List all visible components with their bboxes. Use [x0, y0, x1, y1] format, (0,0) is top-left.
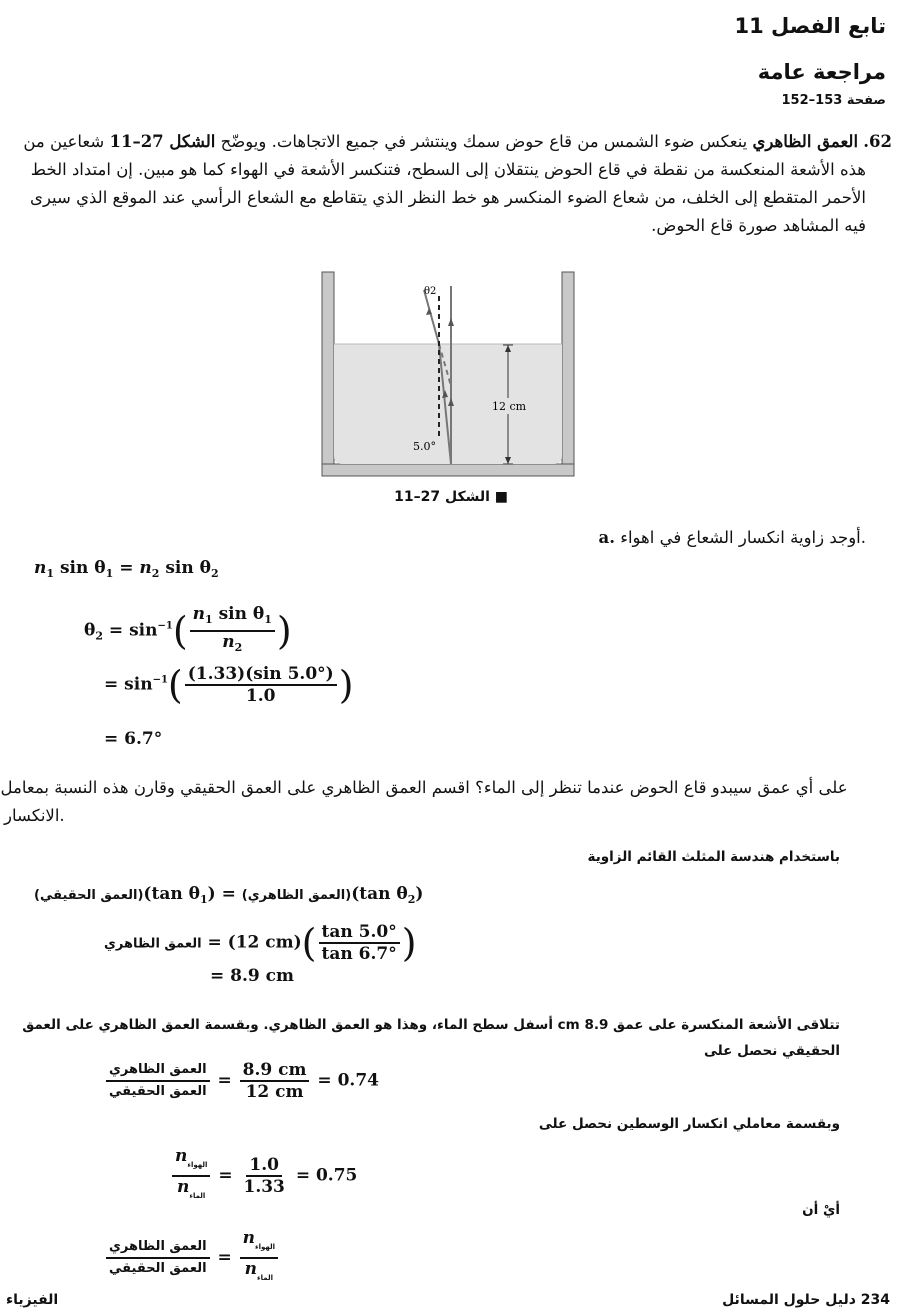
- index-ratio-text: وبقسمة معاملي انكسار الوسطين نحصل على: [538, 1116, 840, 1132]
- theta2-formula: $\theta_2 = \sin^{-1}$( $\frac{n_1 \sin \theta_1}{n_2}$ ): [84, 604, 292, 654]
- problem-number: 62.: [863, 132, 892, 151]
- problem-text-2: شعاعين من هذه الأشعة المنعكسة من نقطة في قاع الحوض ينتقلان إلى السطح، فتنكسر الأشعة في الهواء كما هو مبين. إن امتداد الخط الأحمر المتقطع إلى الخلف، من شعاع الضوء المنكسر هو خط النظر الذي يتقاطع مع الشعاع الرأسي عند الموقع الذي سيرى فيه المشاهد صورة قاع الحوض.: [23, 132, 866, 235]
- final-equivalence: $\frac{\text{العمق الظاهري}}{\text{العمق الحقيقي}}$ = $\frac{n_{الهواء}}{n_{الماء}}$: [104, 1228, 280, 1288]
- theta2-calc: = $\sin^{-1}$( $\frac{(1.33)(\sin 5.0^\circ)}{1.0}$ ): [104, 663, 354, 707]
- problem-62-text: [4, 128, 892, 240]
- conclusion-text: تتلاقى الأشعة المنكسرة على عمق 8.9 cm أسفل سطح الماء، وهذا هو العمق الظاهري. وبقسمة العمق الظاهري على العمق الحقيقي نحصل على: [22, 1017, 840, 1059]
- problem-text-1: ينعكس ضوء الشمس من قاع حوض سمك وينتشر في جميع الاتجاهات. ويوضّح: [215, 132, 753, 151]
- theta2-result: = 6.7°: [104, 729, 163, 749]
- part-a-question: [599, 524, 867, 552]
- theta2-label: θ2: [424, 286, 437, 297]
- figure-caption: ■ الشكل 27–11: [394, 489, 508, 505]
- apparent-depth-formula: العمق الظاهري = (12 cm)( $\frac{\tan 5.0^\circ}{\tan 6.7^\circ}$ ): [104, 921, 417, 965]
- problem-title: العمق الظاهري: [752, 132, 859, 151]
- part-a-text: أوجد زاوية انكسار الشعاع في اهواء.: [620, 528, 866, 547]
- page-reference: صفحة 153–152: [781, 93, 886, 108]
- figure-reference: الشكل 27–11: [109, 132, 216, 151]
- tan-relation: (العمق الحقيقي)(tan $\theta_1$) = (العمق الظاهري)(tan $\theta_2$): [34, 884, 424, 906]
- depth-ratio: $\frac{\text{العمق الظاهري}}{\text{العمق الحقيقي}}$ = $\frac{8.9 cm}{12 cm}$ = 0.74: [104, 1060, 379, 1102]
- depth-label: 12 cm: [492, 400, 527, 413]
- footer-page: 234 دليل حلول المسائل: [722, 1292, 890, 1308]
- snell-law: $n_1$ $\sin \theta_1 = n_2$ $\sin \theta_2$: [34, 558, 219, 580]
- part-b-question: [0, 774, 866, 830]
- apparent-depth-result: = 8.9 cm: [210, 966, 294, 986]
- footer-subject: الفيزياء: [6, 1292, 59, 1308]
- refracted-ray-air: [424, 290, 439, 344]
- section-title: مراجعة عامة: [757, 60, 886, 84]
- fish-tank-figure: [318, 268, 582, 480]
- part-b-text: على أي عمق سيبدو قاع الحوض عندما تنظر إلى الماء؟ اقسم العمق الظاهري على العمق الحقيقي وقارن هذه النسبة بمعامل الانكسار.: [0, 778, 848, 825]
- index-ratio: $\frac{n_{الهواء}}{n_{الماء}}$ = $\frac{1.0}{1.33}$ = 0.75: [170, 1146, 357, 1206]
- part-a-letter: a.: [598, 528, 615, 547]
- method-label: باستخدام هندسة المثلث القائم الزاوية: [587, 849, 840, 865]
- angle-label: 5.0°: [413, 440, 436, 453]
- chapter-title: تابع الفصل 11: [734, 14, 886, 38]
- that-is-label: أيْ أن: [802, 1202, 840, 1218]
